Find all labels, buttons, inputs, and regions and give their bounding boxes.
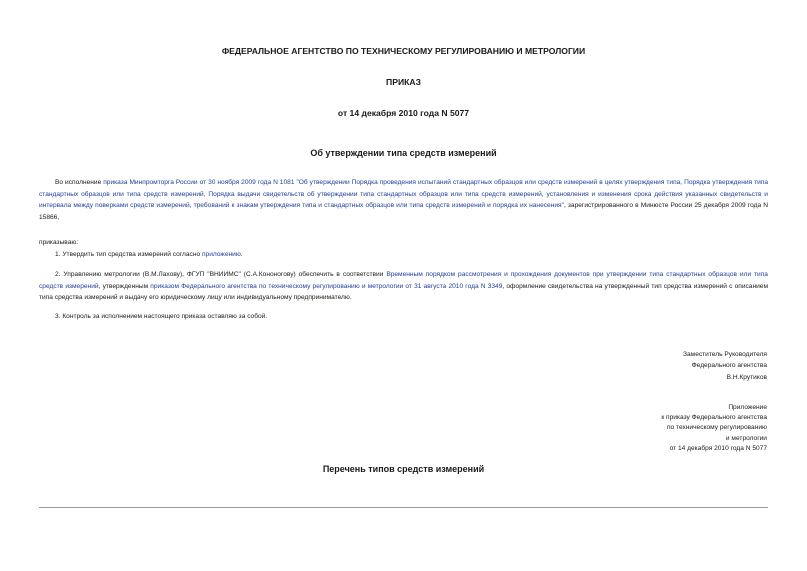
rosstandart-order-link[interactable]: приказом Федерального агентства по техническому регулированию и метрологии от 31 августа 2010 года N 3349	[150, 282, 503, 290]
appendix-line-3: по техническому регулированию	[666, 424, 767, 432]
order-item-2	[39, 269, 768, 304]
item-2-text-end: , оформление свидетельства на утвержденный тип средства измерений с описанием типа средства измерений и выдачу его юридическому лицу или индивидуальному предпринимателю.	[39, 282, 769, 302]
preamble-text-start: Во исполнение	[55, 179, 104, 186]
appendix-title: Приложение	[728, 404, 767, 411]
order-item-3: 3. Контроль за исполнением настоящего приказа оставляю за собой.	[55, 313, 268, 320]
preamble-text-end: , зарегистрированного в Минюсте России 25 декабря 2009 года N 15866,	[39, 202, 769, 221]
signature-block	[683, 349, 767, 383]
item-1-text: 1. Утвердить тип средства измерений согласно	[55, 251, 202, 258]
item-2-text-mid: , утвержденным	[98, 282, 151, 290]
appendix-date: от 14 декабря 2010 года N 5077	[669, 444, 767, 452]
temporary-procedure-link[interactable]: Временным порядком рассмотрения и прохождения документов при утверждении типа стандартных образцов или типа средств измерений	[39, 271, 768, 290]
order-subject: Об утверждении типа средств измерений	[310, 148, 497, 158]
signature-agency: Федерального агентства	[691, 362, 767, 370]
order-item-1	[39, 249, 768, 261]
appendix-line-2: к приказу Федерального агентства	[661, 414, 767, 422]
signature-position: Заместитель Руководителя	[683, 351, 767, 358]
agency-heading: ФЕДЕРАЛЬНОЕ АГЕНТСТВО ПО ТЕХНИЧЕСКОМУ РЕГУЛИРОВАНИЮ И МЕТРОЛОГИИ	[221, 46, 586, 56]
order-title: ПРИКАЗ	[386, 77, 421, 87]
minpromtorg-order-link[interactable]: приказа Минпромторга России от 30 ноября 2009 года N 1081 "Об утверждении Порядка проведения испытаний стандартных образцов или средств измерений в целях утверждения типа, Порядка утверждения типа стандартных образцов или типа средств измерений, Порядка выдачи свидетельств об утверждении типа стандартных образцов или типа средств измерений, установления и изменения срока действия указанных свидетельств и интервала между поверками средств измерений, требований к знакам утверждения типа и стандартных образцов или типа средств измерений и порядка их нанесения"	[39, 179, 769, 210]
horizontal-divider	[39, 507, 768, 508]
item-1-end: .	[240, 251, 243, 258]
order-word: приказываю:	[39, 239, 79, 246]
appendix-link[interactable]: приложению	[201, 251, 241, 258]
instrument-list-title: Перечень типов средств измерений	[322, 464, 485, 474]
order-date: от 14 декабря 2010 года N 5077	[337, 108, 470, 118]
appendix-line-4: и метрологии	[725, 434, 767, 442]
item-2-text-start: 2. Управлению метрологии (В.М.Лахову), ФГУП "ВНИИМС" (С.А.Кононогову) обеспечить в соответствии	[55, 271, 387, 278]
signature-name: В.Н.Крутиков	[726, 373, 767, 381]
appendix-block	[661, 403, 767, 454]
preamble-paragraph	[39, 177, 768, 223]
